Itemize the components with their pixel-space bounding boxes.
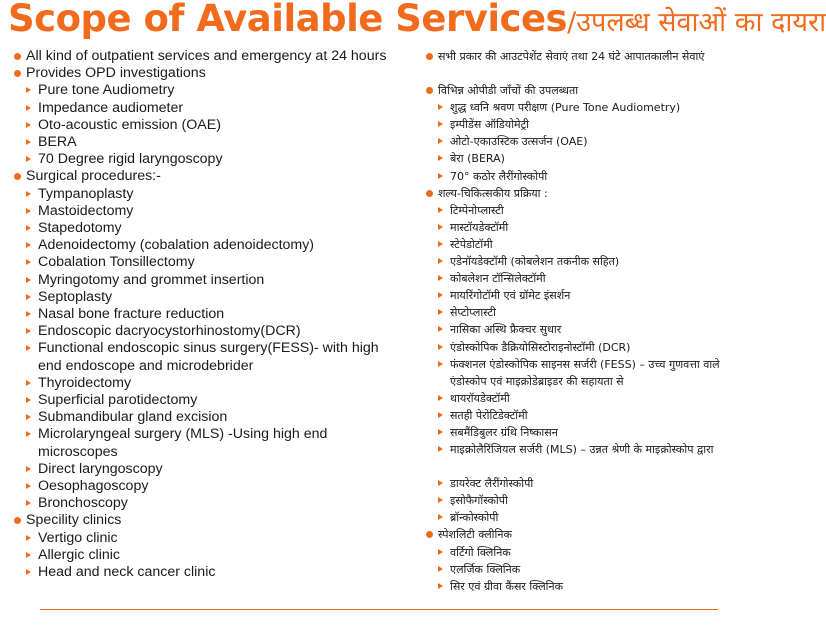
list-item: Thyroidectomy bbox=[14, 375, 402, 392]
title-hindi: /उपलब्ध सेवाओं का दायरा bbox=[567, 7, 826, 38]
list-item: सभी प्रकार की आउटपेशेंट सेवाएं तथा 24 घंटे आपातकालीन सेवाएं bbox=[426, 48, 751, 65]
list-item: All kind of outpatient services and emergency at 24 hours bbox=[14, 48, 402, 65]
list-item: Functional endoscopic sinus surgery(FESS)- with high end endoscope and microdebrider bbox=[14, 340, 402, 374]
list-item: Bronchoscopy bbox=[14, 495, 402, 512]
list-item: एंडोस्कोपिक डैक्रियोसिस्टोराइनोस्टॉमी (DCR) bbox=[426, 339, 751, 356]
list-item: शल्य-चिकित्सकीय प्रक्रिया : bbox=[426, 185, 751, 202]
list-item: फंक्शनल एंडोस्कोपिक साइनस सर्जरी (FESS) – उच्च गुणवत्ता वाले एंडोस्कोप एवं माइक्रोडेब्राइडर की सहायता से bbox=[426, 356, 751, 390]
list-item: Septoplasty bbox=[14, 289, 402, 306]
list-item: मायरिंगोटॉमी एवं ग्रॉमेट इंसर्शन bbox=[426, 287, 751, 304]
list-item: सतही पेरोटिडेक्टॉमी bbox=[426, 407, 751, 424]
page-title bbox=[8, 0, 826, 40]
list-item: Microlaryngeal surgery (MLS) -Using high end microscopes bbox=[14, 426, 402, 460]
list-item: कोबलेशन टॉन्सिलेक्टॉमी bbox=[426, 270, 751, 287]
list-item: स्पेशलिटी क्लीनिक bbox=[426, 526, 751, 543]
list-item: Adenoidectomy (cobalation adenoidectomy) bbox=[14, 237, 402, 254]
list-item: Pure tone Audiometry bbox=[14, 82, 402, 99]
list-item: सिर एवं ग्रीवा कैंसर क्लिनिक bbox=[426, 578, 751, 595]
footer-divider bbox=[40, 609, 718, 610]
list-spacer bbox=[426, 458, 751, 475]
list-item: इम्पीडेंस ऑडियोमेट्री bbox=[426, 116, 751, 133]
list-item: वर्टिगो क्लिनिक bbox=[426, 544, 751, 561]
list-item: माइक्रोलैरिंजियल सर्जरी (MLS) – उन्नत श्रेणी के माइक्रोस्कोप द्वारा bbox=[426, 441, 751, 458]
list-item: Head and neck cancer clinic bbox=[14, 564, 402, 581]
list-item: Allergic clinic bbox=[14, 547, 402, 564]
list-item: Tympanoplasty bbox=[14, 186, 402, 203]
list-item: सबमैंडिबुलर ग्रंथि निष्कासन bbox=[426, 424, 751, 441]
list-item: Submandibular gland excision bbox=[14, 409, 402, 426]
list-item: 70° कठोर लैरींगोस्कोपी bbox=[426, 168, 751, 185]
list-item: सेप्टोप्लास्टी bbox=[426, 304, 751, 321]
list-item: Surgical procedures:- bbox=[14, 168, 402, 185]
list-item: मास्टॉयडेक्टॉमी bbox=[426, 219, 751, 236]
list-item: Oto-acoustic emission (OAE) bbox=[14, 117, 402, 134]
list-item: स्टेपेडोटॉमी bbox=[426, 236, 751, 253]
list-item: 70 Degree rigid laryngoscopy bbox=[14, 151, 402, 168]
list-item: Myringotomy and grommet insertion bbox=[14, 272, 402, 289]
list-spacer bbox=[426, 65, 751, 82]
list-item: Superficial parotidectomy bbox=[14, 392, 402, 409]
list-item: Cobalation Tonsillectomy bbox=[14, 254, 402, 271]
list-item: एलर्जिक क्लिनिक bbox=[426, 561, 751, 578]
list-item: इसोफैगॉस्कोपी bbox=[426, 492, 751, 509]
english-services-list bbox=[14, 48, 402, 581]
list-item: Stapedotomy bbox=[14, 220, 402, 237]
list-item: टिम्पेनोप्लास्टी bbox=[426, 202, 751, 219]
list-item: डायरेक्ट लैरींगोस्कोपी bbox=[426, 475, 751, 492]
list-item: विभिन्न ओपीडी जाँचों की उपलब्धता bbox=[426, 82, 751, 99]
list-item: Mastoidectomy bbox=[14, 203, 402, 220]
list-item: Endoscopic dacryocystorhinostomy(DCR) bbox=[14, 323, 402, 340]
title-english: Scope of Available Services bbox=[8, 0, 568, 40]
list-item: BERA bbox=[14, 134, 402, 151]
list-item: बेरा (BERA) bbox=[426, 150, 751, 167]
list-item: नासिका अस्थि फ्रैक्चर सुधार bbox=[426, 321, 751, 338]
list-item: थायरॉयडेक्टॉमी bbox=[426, 390, 751, 407]
list-item: ओटो-एकाउस्टिक उत्सर्जन (OAE) bbox=[426, 133, 751, 150]
list-item: Vertigo clinic bbox=[14, 530, 402, 547]
list-item: Direct laryngoscopy bbox=[14, 461, 402, 478]
hindi-services-list bbox=[426, 48, 751, 595]
list-item: ब्रॉन्कोस्कोपी bbox=[426, 509, 751, 526]
list-item: एडेनॉयडेक्टॉमी (कोबलेशन तकनीक सहित) bbox=[426, 253, 751, 270]
list-item: Provides OPD investigations bbox=[14, 65, 402, 82]
list-item: Oesophagoscopy bbox=[14, 478, 402, 495]
list-item: शुद्ध ध्वनि श्रवण परीक्षण (Pure Tone Audiometry) bbox=[426, 99, 751, 116]
list-item: Impedance audiometer bbox=[14, 100, 402, 117]
list-item: Specility clinics bbox=[14, 512, 402, 529]
list-item: Nasal bone fracture reduction bbox=[14, 306, 402, 323]
